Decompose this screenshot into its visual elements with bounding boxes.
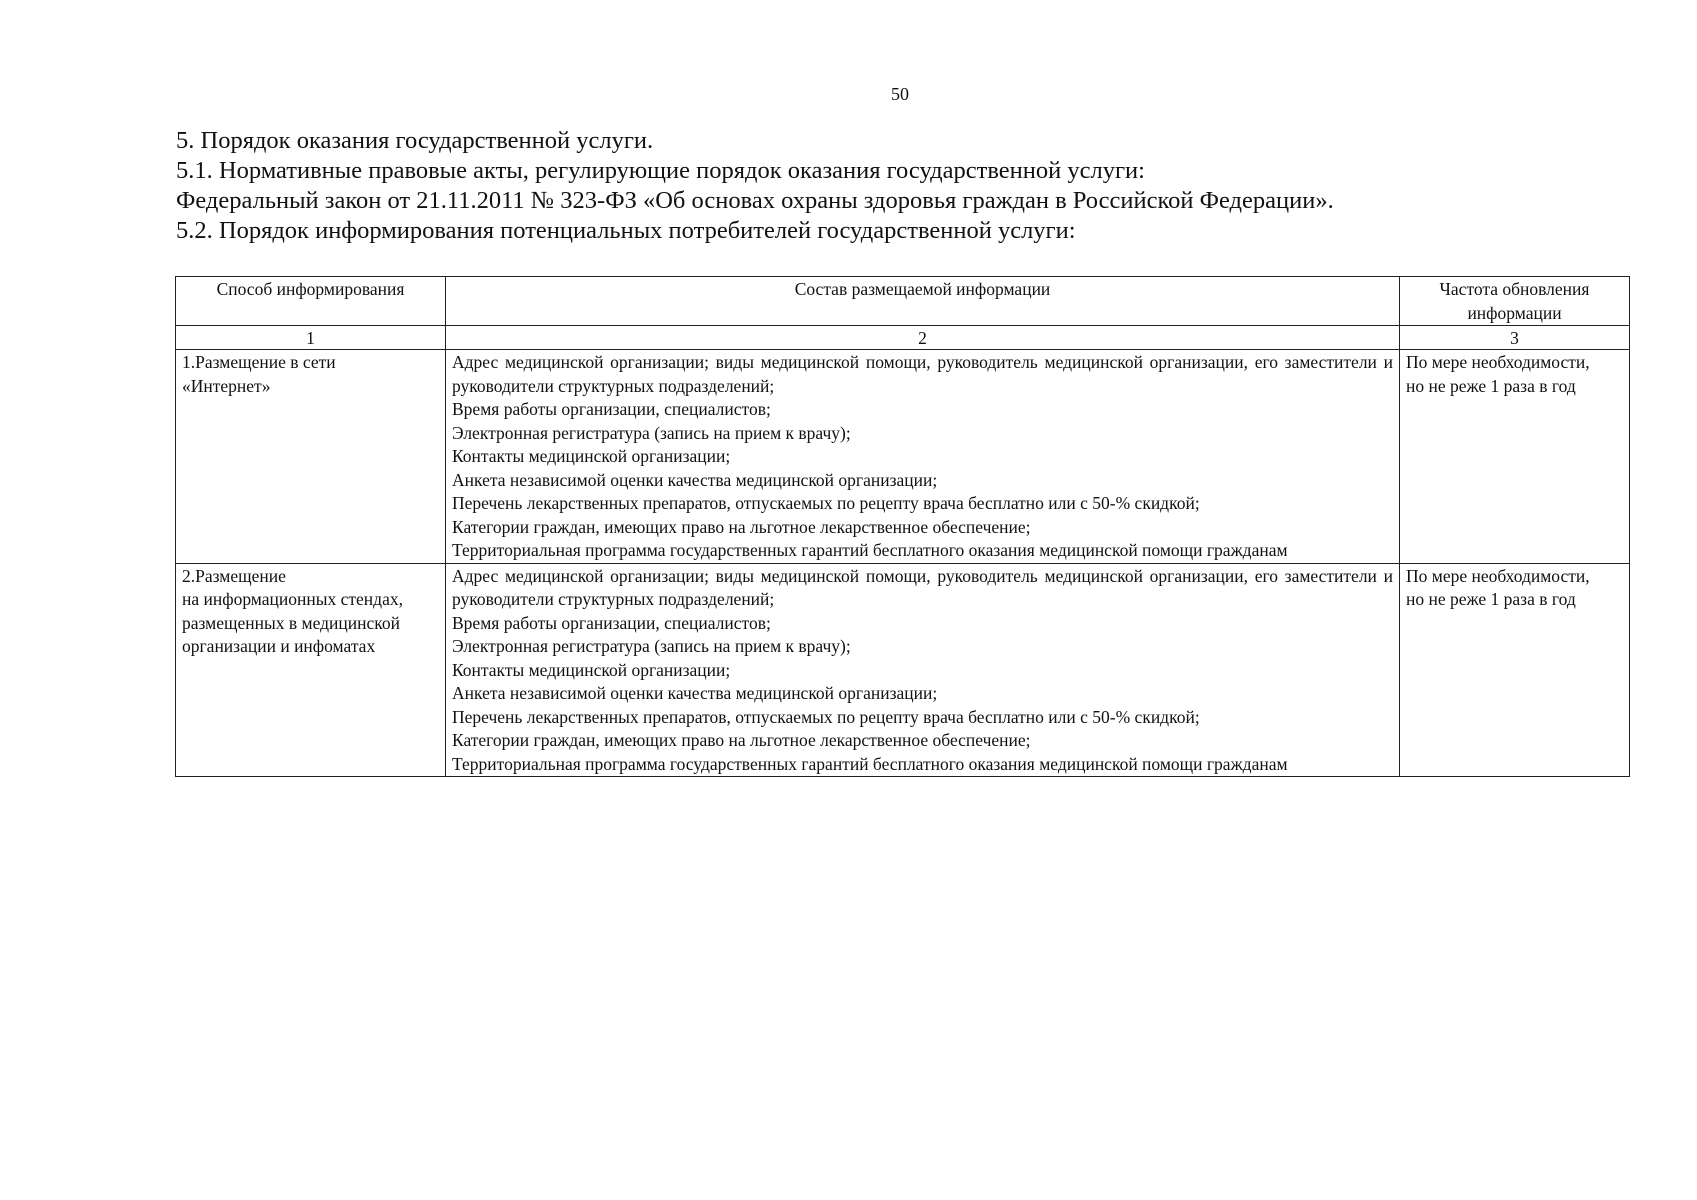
column-number-2: 2	[446, 326, 1400, 350]
method-text: организации и инфоматах	[182, 636, 376, 656]
method-text: 2.Размещение	[182, 565, 286, 586]
method-text: размещенных в медицинской	[182, 612, 400, 633]
content-item: Время работы организации, специалистов;	[452, 399, 771, 419]
method-text: «Интернет»	[182, 375, 271, 396]
content-item: Территориальная программа государственных гарантий бесплатного оказания медицинской помощи гражданам	[452, 540, 1288, 560]
page-number: 50	[891, 84, 909, 104]
federal-law-line: Федеральный закон от 21.11.2011 № 323-ФЗ «Об основах охраны здоровья граждан в Российской Федерации».	[176, 187, 1334, 214]
frequency-text: но не реже 1 раза в год	[1406, 589, 1576, 609]
frequency-text: По мере необходимости,	[1406, 565, 1590, 586]
table-number-row	[176, 326, 1630, 350]
frequency-text: По мере необходимости,	[1406, 352, 1590, 372]
content-item: Территориальная программа государственных гарантий бесплатного оказания медицинской помощи гражданам	[452, 753, 1288, 774]
column-header-content: Состав размещаемой информации	[446, 277, 1400, 326]
section-5-1-heading: 5.1. Нормативные правовые акты, регулирующие порядок оказания государственной услуги:	[176, 157, 1145, 184]
column-header-frequency: Частота обновления информации	[1400, 277, 1630, 326]
content-item: Анкета независимой оценки качества медицинской организации;	[452, 469, 938, 490]
content-item: Перечень лекарственных препаратов, отпускаемых по рецепту врача бесплатно или с 50-% скидкой;	[452, 493, 1200, 513]
frequency-cell	[1400, 350, 1630, 564]
table-row	[176, 563, 1630, 777]
column-header-method: Способ информирования	[176, 277, 446, 326]
informing-table-wrap	[175, 276, 1629, 777]
frequency-cell	[1400, 563, 1630, 777]
content-item: Адрес медицинской организации; виды медицинской помощи, руководитель медицинской организации, его заместители и руководители структурных подразделений;	[452, 565, 1393, 609]
content-cell	[446, 350, 1400, 564]
informing-table	[175, 276, 1630, 777]
column-number-3: 3	[1400, 326, 1630, 350]
table-row	[176, 350, 1630, 564]
content-cell	[446, 563, 1400, 777]
section-5-heading: 5. Порядок оказания государственной услуги.	[176, 127, 654, 154]
content-item: Адрес медицинской организации; виды медицинской помощи, руководитель медицинской организации, его заместители и руководители структурных подразделений;	[452, 352, 1393, 396]
content-item: Анкета независимой оценки качества медицинской организации;	[452, 683, 938, 703]
method-text: на информационных стендах,	[182, 589, 403, 609]
table-header-row	[176, 277, 1630, 326]
method-cell	[176, 350, 446, 564]
content-item: Категории граждан, имеющих право на льготное лекарственное обеспечение;	[452, 730, 1031, 750]
content-item: Контакты медицинской организации;	[452, 446, 731, 466]
content-item: Категории граждан, имеющих право на льготное лекарственное обеспечение;	[452, 516, 1031, 537]
method-text: 1.Размещение в сети	[182, 352, 336, 372]
column-number-1: 1	[176, 326, 446, 350]
content-item: Электронная регистратура (запись на прием к врачу);	[452, 422, 851, 443]
content-item: Электронная регистратура (запись на прием к врачу);	[452, 636, 851, 656]
content-item: Перечень лекарственных препаратов, отпускаемых по рецепту врача бесплатно или с 50-% скидкой;	[452, 706, 1200, 727]
content-item: Контакты медицинской организации;	[452, 659, 731, 680]
section-5-2-heading: 5.2. Порядок информирования потенциальных потребителей государственной услуги:	[176, 217, 1076, 244]
section-headings	[176, 126, 1334, 246]
method-cell	[176, 563, 446, 777]
frequency-text: но не реже 1 раза в год	[1406, 375, 1576, 396]
content-item: Время работы организации, специалистов;	[452, 612, 771, 633]
